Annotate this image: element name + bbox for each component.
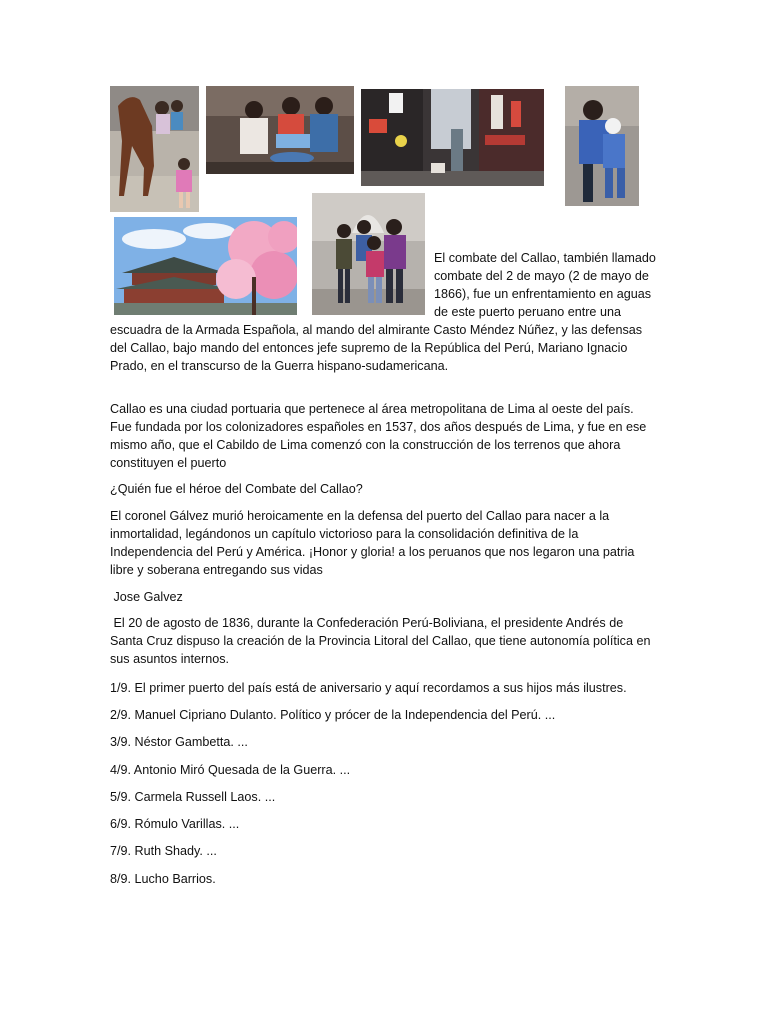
list-item: 7/9. Ruth Shady. ... bbox=[110, 844, 217, 858]
province-paragraph: El 20 de agosto de 1836, durante la Confederación Perú-Boliviana, el presidente Andrés de Santa Cruz dispuso la creación de la Provincia Litoral del Callao, que tiene autonomía política en sus asuntos internos. bbox=[110, 616, 654, 666]
list-item: 4/9. Antonio Miró Quesada de la Guerra. ... bbox=[110, 763, 351, 777]
galvez-paragraph: El coronel Gálvez murió heroicamente en la defensa del puerto del Callao para nacer a la inmortalidad, legándonos un capítulo victorioso para la consolidación definitiva de la Independencia del Perú y América. ¡Honor y gloria! a los peruanos que nos legaron una patria libre y soberana entregando sus vidas bbox=[110, 509, 635, 577]
intro-text: El combate del Callao, también llamado combate del 2 de mayo (2 de mayo de 1866), fue un enfrentamiento en aguas de este puerto peruano entre una escuadra de la Armada Española, al mando del almirante Casto Méndez Núñez, y las defensas del Callao, bajo mando del entonces jefe supremo de la República del Perú, Mariano Ignacio Prado, en el transcurso de la Guerra hispano-sudamericana. bbox=[110, 251, 656, 373]
list-item: 1/9. El primer puerto del país está de aniversario y aquí recordamos a sus hijos más ilustres. bbox=[110, 681, 627, 695]
photo-children-indoors bbox=[206, 86, 354, 174]
image-wrap-spacer bbox=[110, 249, 434, 321]
photo-woman-and-child bbox=[565, 86, 639, 206]
callao-paragraph: Callao es una ciudad portuaria que pertenece al área metropolitana de Lima al oeste del país. Fue fundada por los colonizadores españoles en 1537, dos años después de Lima, y fue en ese mismo año, que el Cabildo de Lima comenzó con la construcción de los terrenos que ahora constituyen el puerto bbox=[110, 402, 647, 470]
list-item: 2/9. Manuel Cipriano Dulanto. Político y prócer de la Independencia del Perú. ... bbox=[110, 708, 556, 722]
list-item: 5/9. Carmela Russell Laos. ... bbox=[110, 790, 276, 804]
intro-paragraph bbox=[110, 249, 658, 375]
question-heading: ¿Quién fue el héroe del Combate del Callao? bbox=[110, 482, 363, 496]
photo-children-on-horse bbox=[110, 86, 199, 212]
hero-name: Jose Galvez bbox=[110, 590, 183, 604]
list-item: 3/9. Néstor Gambetta. ... bbox=[110, 735, 248, 749]
list-item: 6/9. Rómulo Varillas. ... bbox=[110, 817, 240, 831]
list-item: 8/9. Lucho Barrios. bbox=[110, 872, 216, 886]
photo-asian-city-street bbox=[361, 89, 544, 186]
